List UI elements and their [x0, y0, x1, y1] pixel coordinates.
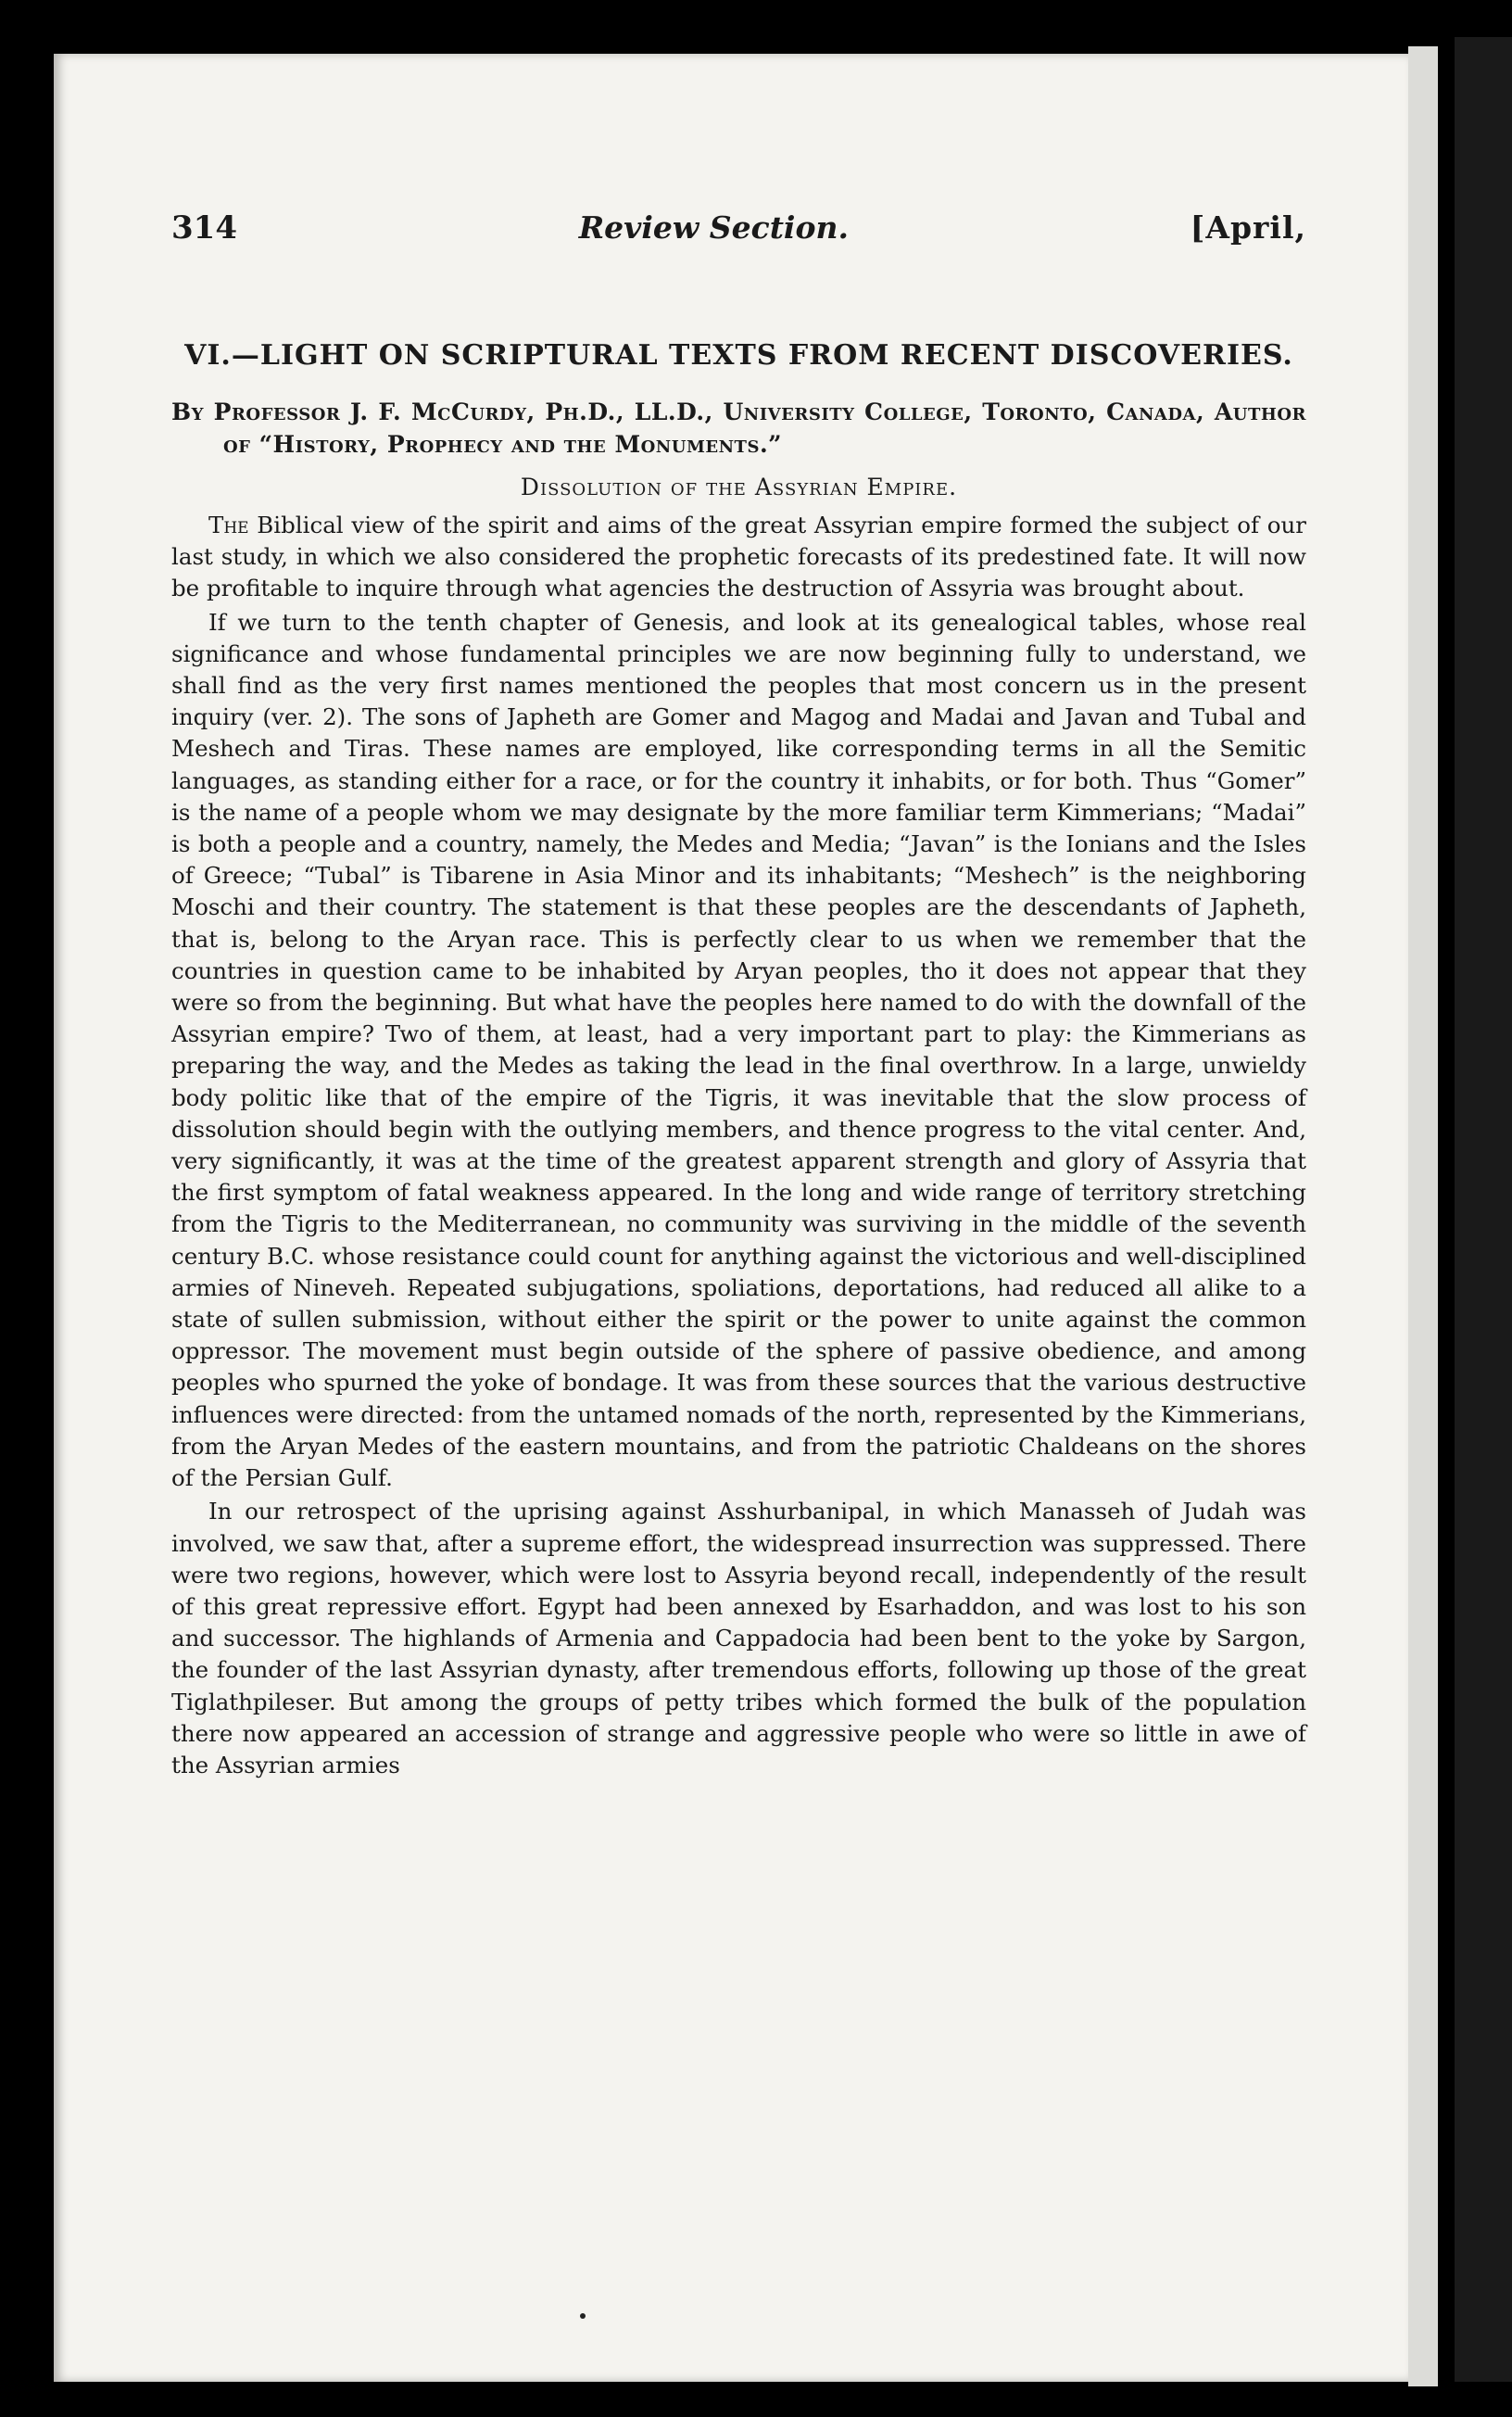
adjacent-page	[1455, 37, 1512, 2382]
section-title: Review Section.	[578, 209, 849, 246]
article-subheading: Dissolution of the Assyrian Empire.	[520, 474, 958, 500]
paragraph	[171, 1496, 1306, 1781]
page-content	[171, 209, 1306, 1781]
running-head	[171, 209, 1306, 250]
paragraph-text: If we turn to the tenth chapter of Genesis, and look at its genealogical tables, whose real significance and whose fundamental principles we are now beginning fully to understand, we shall find as the very first names mentioned the peoples that most concern us in the present inquiry (ver. 2). The sons of Japheth are Gomer and Magog and Madai and Javan and Tubal and Meshech and Tiras. These names are employed, like corresponding terms in all the Semitic languages, as standing either for a race, or for the country it inhabits, or for both. Thus “Gomer” is the name of a people whom we may designate by the more familiar term Kimmerians; “Madai” is both a people and a country, namely, the Medes and Media; “Javan” is the Ionians and the Isles of Greece; “Tubal” is Tibarene in Asia Minor and its inhabitants; “Meshech” is the neighboring Moschi and their country. The statement is that these peoples are the descendants of Japheth, that is, belong to the Aryan race. This is perfectly clear to us when we remember that the countries in question came to be inhabited by Aryan peoples, tho it does not appear that they were so from the beginning. But what have the peoples here named to do with the downfall of the Assyrian empire? Two of them, at least, had a very important part to play: the Kimmerians as preparing the way, and the Medes as taking the lead in the final overthrow. In a large, unwieldy body politic like that of the empire of the Tigris, it was inevitable that the slow process of dissolution should begin with the outlying members, and thence progress to the vital center. And, very significantly, it was at the time of the greatest apparent strength and glory of Assyria that the first symptom of fatal weakness appeared. In the long and wide range of territory stretching from the Tigris to the Mediterranean, no community was surviving in the middle of the seventh century B.C. whose resistance could count for anything against the victorious and well-disciplined armies of Nineveh. Repeated subjugations, spoliations, deportations, had reduced all alike to a state of sullen submission, without either the spirit or the power to unite against the common oppressor. The movement must begin outside of the sphere of passive obedience, and among peoples who spurned the yoke of bondage. It was from these sources that the various destructive influences were directed: from the untamed nomads of the north, represented by the Kimmerians, from the Aryan Medes of the eastern mountains, and from the patriotic Chaldeans on the shores of the Persian Gulf.	[171, 608, 1306, 1492]
paragraph-text: In our retrospect of the uprising against Asshurbanipal, in which Manasseh of Judah was involved, we saw that, after a supreme effort, the widespread insurrection was suppressed. There were two regions, however, which were lost to Assyria beyond recall, independently of the result of this great repressive effort. Egypt had been annexed by Esarhaddon, and was lost to his son and successor. The highlands of Armenia and Cappadocia had been bent to the yoke by Sargon, the founder of the last Assyrian dynasty, after tremendous efforts, following up those of the great Tiglathpileser. But among the groups of petty tribes which formed the bulk of the population there now appeared an accession of strange and aggressive people who were so little in awe of the Assyrian armies	[171, 1498, 1306, 1778]
printer-mark	[580, 2313, 586, 2319]
paragraph-lead-word: The	[208, 512, 249, 538]
article-title: VI.—LIGHT ON SCRIPTURAL TEXTS FROM RECENT DISCOVERIES.	[184, 339, 1293, 372]
page-number: 314	[171, 209, 237, 247]
author-byline: By Professor J. F. McCurdy, Ph.D., LL.D., University College, Toronto, Canada, Author of “History, Prophecy and the Monuments.”	[171, 399, 1306, 458]
page-edge	[1408, 46, 1438, 2386]
paragraph-text: Biblical view of the spirit and aims of the great Assyrian empire formed the subject of our last study, in which we also considered the prophetic forecasts of its predestined fate. It will now be profitable to inquire through what agencies the destruction of Assyria was brought about.	[171, 512, 1306, 602]
issue-month: [April,	[1190, 209, 1306, 246]
paragraph	[171, 510, 1306, 605]
paragraph	[171, 607, 1306, 1495]
